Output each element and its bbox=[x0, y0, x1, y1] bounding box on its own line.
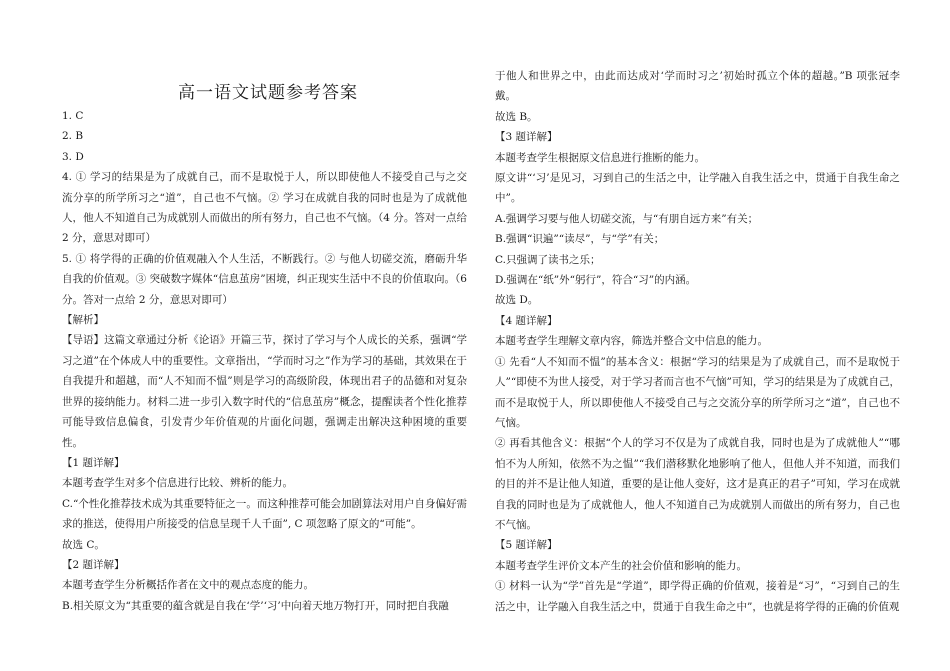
section-heading: 【1 题详解】 bbox=[62, 456, 125, 469]
explanation-paragraph: 本题考查学生根据原文信息进行推断的能力。 bbox=[495, 151, 705, 164]
answer-paragraph: 5. ① 将学得的正确的价值观融入个人生活，不断践行。② 与他人切磋交流，磨砺升华自我的价值观。③ 突破数字媒体“信息茧房”困境，纠正现实生活中不良的价值取向。（6 分。答对一点给 2 分，意思对即可） bbox=[62, 252, 467, 306]
explanation-paragraph: ② 再看其他含义：根据“个人的学习不仅是为了成就自我，同时也是为了成就他人”“哪怕不为人所知，依然不为之愠”“我们潜移默化地影响了他人，但他人并不知道，而我们的目的并不是让他人知道，重要的是让他人变好，这才是真正的君子”可知，学习在成就自我的同时也是为了成就他人，他人不知道自己为成就别人而做出的所有努力，自己也不气恼。 bbox=[495, 437, 900, 531]
explanation-paragraph: B.相关原文为“其重要的蕴含就是自我在‘学’‘习’中向着天地万物打开，同时把自我融 bbox=[62, 599, 449, 612]
page-title: 高一语文试题参考答案 bbox=[178, 83, 358, 103]
explanation-paragraph: 故选 B。 bbox=[495, 110, 538, 123]
explanation-paragraph: 原文讲“‘习’是见习，习到自己的生活之中，让学融入自我生活之中，贯通于自我生命之中”。 bbox=[495, 172, 900, 205]
intro-paragraph: 【导语】这篇文章通过分析《论语》开篇三节，探讨了学习与个人成长的关系，强调“学习之道”在个体成人中的重要性。文章指出，“学而时习之”作为学习的基础，其效果在于自我提升和超越，而“人不知而不愠”则是学习的高级阶段，体现出君子的品德和对复杂世界的接纳能力。材料二进一步引入数字时代的“信息茧房”概念，提醒读者个性化推荐可能导致信息偏食，引发青少年价值观的片面化问题，强调走出解决这种困境的重要性。 bbox=[62, 334, 467, 449]
explanation-paragraph: A.强调学习要与他人切磋交流，与“有朋自远方来”有关； bbox=[495, 212, 759, 225]
explanation-paragraph: 本题考查学生对多个信息进行比较、辨析的能力。 bbox=[62, 477, 293, 490]
section-heading: 【4 题详解】 bbox=[495, 314, 558, 327]
section-heading: 【2 题详解】 bbox=[62, 558, 125, 571]
explanation-paragraph: 于他人和世界之中，由此而达成对‘学而时习之’初始时孤立个体的超越。”B 项张冠李戴。 bbox=[495, 70, 900, 103]
explanation-paragraph: 本题考查学生评价文本产生的社会价值和影响的能力。 bbox=[495, 559, 747, 572]
right-column bbox=[495, 66, 900, 617]
explanation-paragraph: 本题考查学生理解文章内容，筛选并整合文中信息的能力。 bbox=[495, 335, 768, 348]
answer-line: 3. D bbox=[62, 150, 84, 163]
explanation-paragraph: 故选 D。 bbox=[495, 294, 539, 307]
section-heading: 【解析】 bbox=[62, 314, 104, 327]
explanation-paragraph: D.强调在“纸”外“躬行”，符合“习”的内涵。 bbox=[495, 274, 697, 287]
explanation-paragraph: 本题考查学生分析概括作者在文中的观点态度的能力。 bbox=[62, 579, 314, 592]
answer-line: 1. C bbox=[62, 110, 84, 122]
explanation-paragraph: ① 材料一认为“学”首先是“学道”，即学得正确的价值观，接着是“习”，“习到自己的生活之中，让学融入自我生活之中，贯通于自我生命之中”，也就是将学得的正确的价值观 bbox=[495, 580, 900, 613]
answer-line: 2. B bbox=[62, 130, 84, 143]
explanation-paragraph: 故选 C。 bbox=[62, 538, 105, 551]
section-heading: 【5 题详解】 bbox=[495, 539, 558, 552]
explanation-paragraph: C.只强调了读书之乐； bbox=[495, 253, 601, 266]
explanation-paragraph: B.强调“识遍”“读尽”，与“学”有关； bbox=[495, 233, 665, 246]
explanation-paragraph: ① 先看“人不知而不愠”的基本含义：根据“学习的结果是为了成就自己，而不是取悦于人”“即使不为世人接受，对于学习者而言也不气恼”可知，学习的结果是为了成就自己，而不是取悦于人，所以即使他人不接受自己与之交流分享的所学所习之“道”，自己也不气恼。 bbox=[495, 355, 900, 429]
answer-paragraph: 4. ① 学习的结果是为了成就自己，而不是取悦于人，所以即使他人不接受自己与之交流分享的所学所习之“道”，自己也不气恼。② 学习在成就自我的同时也是为了成就他人，他人不知道自己为成就别人而做出的所有努力，自己也不气恼。（4 分。答对一点给 2 分，意思对即可） bbox=[62, 171, 467, 245]
section-heading: 【3 题详解】 bbox=[495, 131, 558, 144]
explanation-paragraph: C.“个性化推荐技术成为其重要特征之一。而这种推荐可能会加剧算法对用户自身偏好需求的推送，使得用户所接受的信息呈现千人千面”, C 项忽略了原文的“可能”。 bbox=[62, 497, 467, 531]
